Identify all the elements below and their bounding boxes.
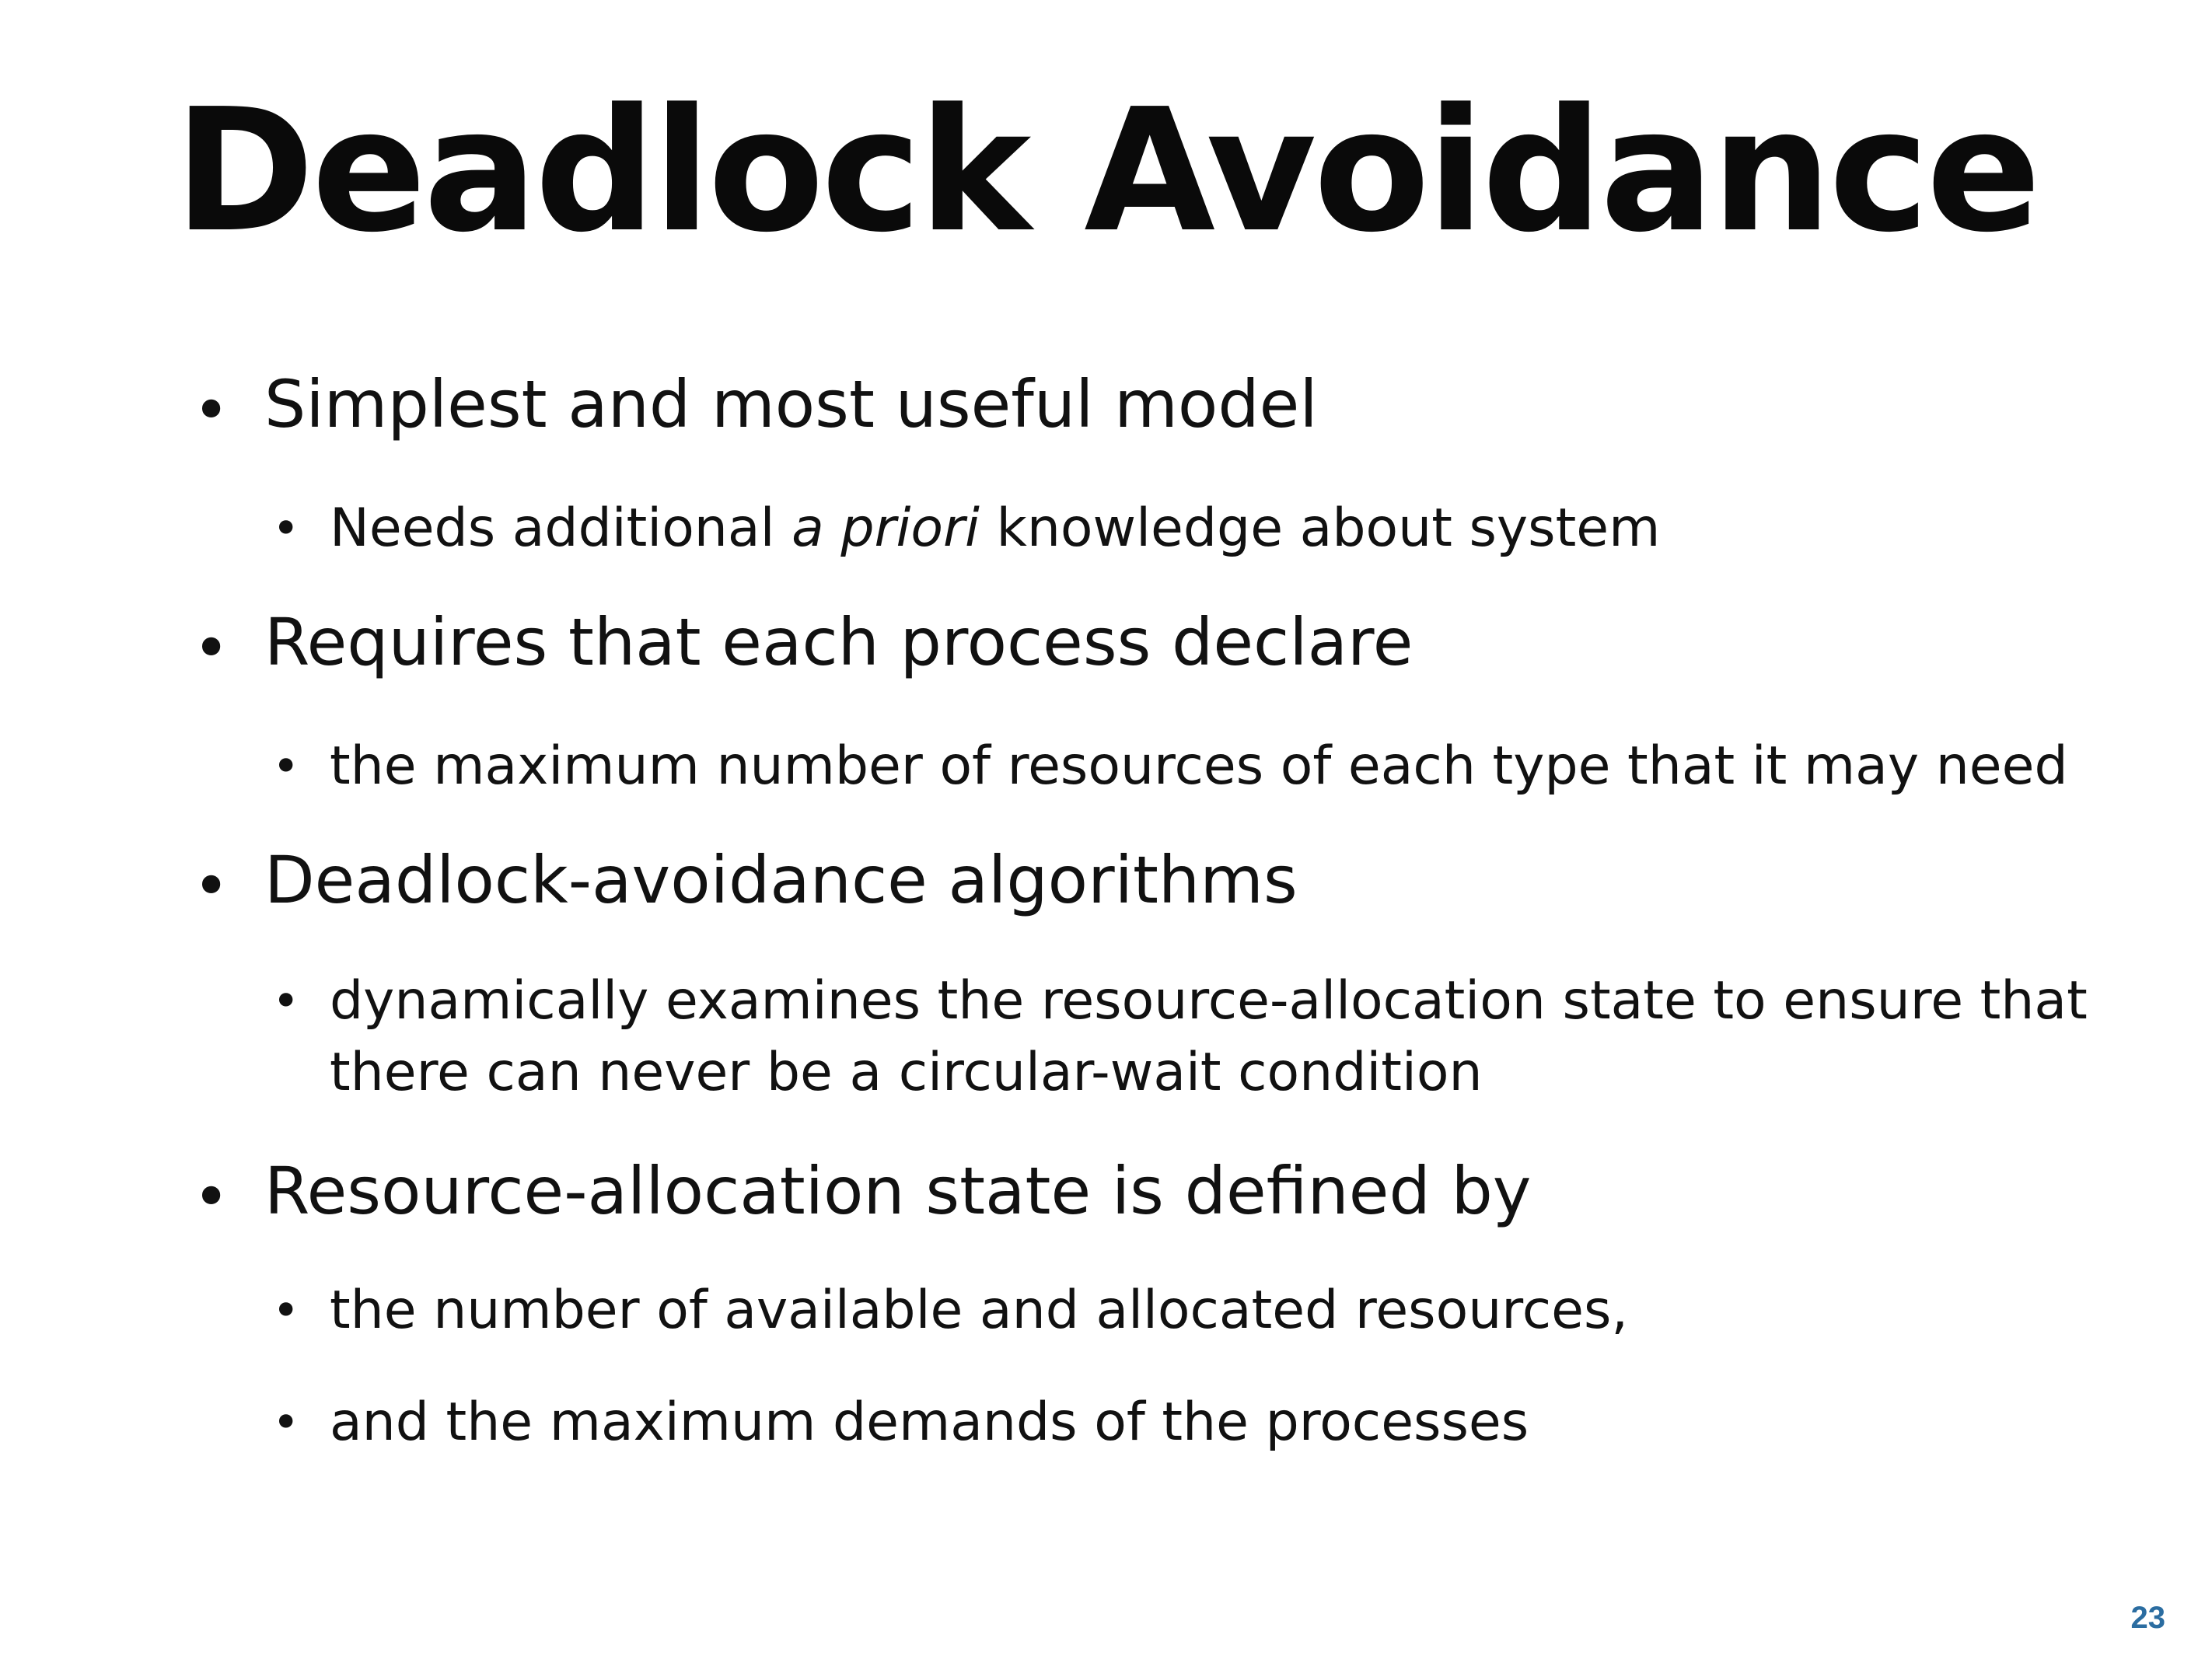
sub-bullet-maximum-resources: [272, 731, 2068, 802]
sub-bullet-maximum-demands: [272, 1387, 1529, 1458]
sub-bullet-dot-icon: •: [272, 501, 300, 556]
bullet-requires-declare: [193, 604, 1414, 684]
sub-bullet-dot-icon: •: [272, 1395, 300, 1450]
bullet-allocation-state: [193, 1153, 1532, 1233]
bullet-simplest-model: [193, 366, 1318, 446]
slide-title: Deadlock Avoidance: [173, 73, 2039, 270]
sub-bullet-text: the number of available and allocated resources,: [330, 1280, 1629, 1341]
sub-bullet-text: and the maximum demands of the processes: [330, 1392, 1529, 1453]
bullet-text: Deadlock-avoidance algorithms: [264, 842, 1298, 918]
bullet-dot-icon: •: [193, 612, 230, 684]
sub-bullet-dot-icon: •: [272, 739, 300, 794]
sub-bullet-text-before: Needs additional: [330, 498, 792, 559]
bullet-dot-icon: •: [193, 1161, 230, 1233]
bullet-text: Simplest and most useful model: [264, 366, 1318, 442]
bullet-dot-icon: •: [193, 374, 230, 446]
sub-bullet-emphasis: a priori: [791, 498, 980, 559]
bullet-text: Requires that each process declare: [264, 604, 1414, 680]
bullet-text: Resource-allocation state is defined by: [264, 1153, 1532, 1229]
sub-bullet-text-line2: there can never be a circular-wait condition: [330, 1042, 1483, 1103]
sub-bullet-text: the maximum number of resources of each type that it may need: [330, 735, 2068, 797]
page-number: 23: [2130, 1601, 2165, 1635]
sub-bullet-a-priori: [272, 493, 1661, 564]
sub-bullet-dot-icon: •: [272, 974, 300, 1029]
sub-bullet-text-after: knowledge about system: [979, 498, 1661, 559]
sub-bullet-dot-icon: •: [272, 1284, 300, 1338]
sub-bullet-available-allocated: [272, 1275, 1629, 1346]
bullet-dot-icon: •: [193, 850, 230, 922]
bullet-avoidance-algorithms: [193, 842, 1298, 922]
sub-bullet-dynamically-examines: [272, 966, 2088, 1109]
sub-bullet-text-line1: dynamically examines the resource-allocation state to ensure that: [330, 970, 2088, 1032]
